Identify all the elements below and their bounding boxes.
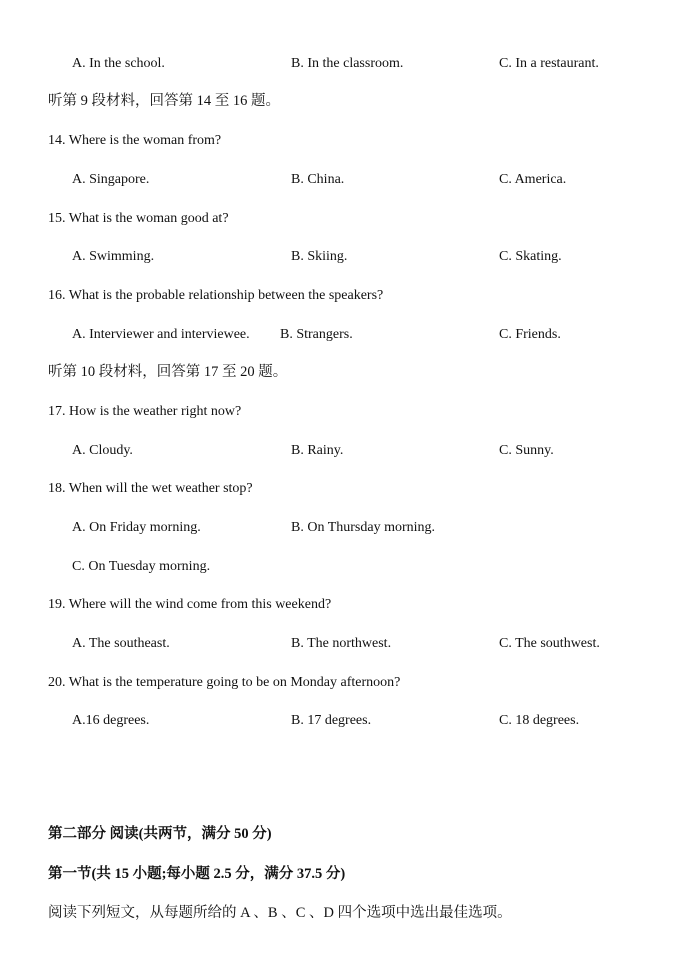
- instruction-segment-10-row: [0, 361, 688, 383]
- instruction-segment-9-row: [0, 90, 688, 112]
- part2-title: 第二部分 阅读(共两节，满分 50 分): [48, 826, 272, 842]
- reading-instruction: 阅读下列短文，从每题所给的 A 、B 、C 、D 四个选项中选出最佳选项。: [48, 905, 512, 921]
- part2-title-row: [0, 823, 688, 845]
- q17-question: 17. How is the weather right now?: [48, 404, 242, 419]
- q17-option-b: B. Rainy.: [291, 443, 344, 458]
- q18-options-row: [0, 517, 688, 539]
- q16-option-b: B. Strangers.: [280, 327, 353, 342]
- q13-option-b: B. In the classroom.: [291, 56, 404, 71]
- q14-row: [0, 130, 688, 152]
- section1-title: 第一节(共 15 小题;每小题 2.5 分，满分 37.5 分): [48, 866, 346, 882]
- q17-row: [0, 401, 688, 423]
- q18-option-b: B. On Thursday morning.: [291, 520, 436, 535]
- q20-row: [0, 672, 688, 694]
- q16-options-row: [0, 324, 688, 346]
- q14-option-c: C. America.: [499, 172, 567, 187]
- q17-option-a: A. Cloudy.: [72, 443, 133, 458]
- q19-options-row: [0, 633, 688, 655]
- q15-option-b: B. Skiing.: [291, 249, 348, 264]
- section1-title-row: [0, 863, 688, 885]
- q15-question: 15. What is the woman good at?: [48, 211, 229, 226]
- q16-question: 16. What is the probable relationship between the speakers?: [48, 288, 384, 303]
- q14-option-a: A. Singapore.: [72, 172, 150, 187]
- q15-options-row: [0, 246, 688, 268]
- q17-options-row: [0, 440, 688, 462]
- q20-option-c: C. 18 degrees.: [499, 713, 580, 728]
- q16-option-c: C. Friends.: [499, 327, 561, 342]
- q17-option-c: C. Sunny.: [499, 443, 554, 458]
- q15-row: [0, 208, 688, 230]
- q20-question: 20. What is the temperature going to be on Monday afternoon?: [48, 675, 401, 690]
- q19-option-c: C. The southwest.: [499, 636, 600, 651]
- q19-question: 19. Where will the wind come from this weekend?: [48, 597, 332, 612]
- q14-options-row: [0, 169, 688, 191]
- q14-option-b: B. China.: [291, 172, 345, 187]
- q18-options-row-2: [0, 556, 688, 578]
- instruction-segment-10: 听第 10 段材料，回答第 17 至 20 题。: [48, 364, 288, 380]
- q16-option-a: A. Interviewer and interviewee.: [72, 327, 250, 342]
- q20-options-row: [0, 710, 688, 732]
- q19-option-a: A. The southeast.: [72, 636, 170, 651]
- q19-row: [0, 594, 688, 616]
- q18-question: 18. When will the wet weather stop?: [48, 481, 253, 496]
- q14-question: 14. Where is the woman from?: [48, 133, 222, 148]
- q13-options-row: [0, 53, 688, 75]
- reading-instruction-row: [0, 902, 688, 924]
- q18-option-c: C. On Tuesday morning.: [72, 559, 211, 574]
- q20-option-b: B. 17 degrees.: [291, 713, 372, 728]
- q13-option-c: C. In a restaurant.: [499, 56, 599, 71]
- q19-option-b: B. The northwest.: [291, 636, 392, 651]
- q15-option-a: A. Swimming.: [72, 249, 155, 264]
- q15-option-c: C. Skating.: [499, 249, 562, 264]
- instruction-segment-9: 听第 9 段材料，回答第 14 至 16 题。: [48, 93, 280, 109]
- q18-option-a: A. On Friday morning.: [72, 520, 201, 535]
- q16-row: [0, 285, 688, 307]
- q18-row: [0, 478, 688, 500]
- q13-option-a: A. In the school.: [72, 56, 165, 71]
- q20-option-a: A.16 degrees.: [72, 713, 150, 728]
